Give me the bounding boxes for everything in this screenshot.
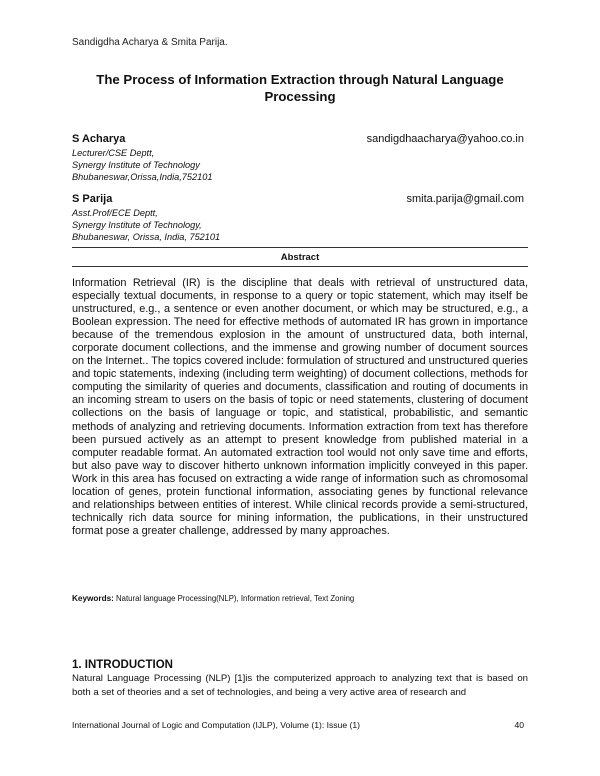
author-email[interactable]: sandigdhaacharya@yahoo.co.in	[366, 133, 524, 145]
page-number: 40	[514, 720, 524, 730]
section-heading-introduction: 1. INTRODUCTION	[72, 659, 173, 671]
author-name: S Parija	[72, 193, 113, 205]
affiliation-line: Bhubaneswar, Orissa, India, 752101	[72, 232, 221, 242]
author-email[interactable]: smita.parija@gmail.com	[406, 193, 524, 205]
journal-footer: International Journal of Logic and Computation (IJLP), Volume (1): Issue (1)	[72, 720, 361, 730]
keywords	[72, 594, 528, 603]
affiliation-line: Asst.Prof/ECE Deptt,	[72, 208, 158, 218]
abstract-top-rule	[72, 247, 528, 248]
keywords-text: Natural language Processing(NLP), Information retrieval, Text Zoning	[116, 594, 355, 603]
affiliation-line: Synergy Institute of Technology	[72, 160, 200, 170]
author-name: S Acharya	[72, 133, 126, 145]
author-affiliation	[72, 147, 212, 183]
author-affiliation	[72, 207, 220, 243]
abstract-text: Information Retrieval (IR) is the discipline that deals with retrieval of unstructured data, especially textual documents, in response to a query or topic statement, which may itself be unstructured, e.g., a sentence or even another document, or which may be structured, e.g., a Boolean expression. The need for effective methods of automated IR has grown in importance because of the tremendous explosion in the amount of unstructured data, both internal, corporate document collections, and the immense and growing number of document sources on the Internet.. The topics covered include: formulation of structured and unstructured queries and topic statements, indexing (including term weighting) of document collections, methods for computing the similarity of queries and documents, classification and routing of documents in an incoming stream to users on the basis of topic or need statements, clustering of document collections on the basis of language or topic, and statistical, probabilistic, and semantic methods of analyzing and retrieving documents. Information extraction from text has therefore been pursued actively as an attempt to present knowledge from published material in a computer readable format. An automated extraction tool would not only save time and efforts, but also pave way to discover hitherto unknown information implicitly conveyed in this paper. Work in this area has focused on extracting a wide range of information such as chromosomal location of genes, protein functional information, associating genes by functional relevance and relationships between entities of interest. While clinical records provide a semi-structured, technically rich data source for mining information, the publications, in their unstructured format pose a greater challenge, addressed by many approaches.	[72, 277, 528, 537]
keywords-label: Keywords:	[72, 594, 114, 603]
introduction-text: Natural Language Processing (NLP) [1]is the computerized approach to analyzing text that is based on both a set of theories and a set of technologies, and being a very active area of research and	[72, 673, 528, 698]
paper-title: The Process of Information Extraction through Natural Language Processing	[96, 72, 504, 104]
running-header-authors: Sandigdha Acharya & Smita Parija.	[72, 37, 228, 48]
abstract-heading: Abstract	[280, 252, 320, 263]
abstract-bottom-rule	[72, 266, 528, 267]
affiliation-line: Synergy Institute of Technology,	[72, 220, 202, 230]
affiliation-line: Bhubaneswar,Orissa,India,752101	[72, 172, 213, 182]
affiliation-line: Lecturer/CSE Deptt,	[72, 148, 155, 158]
